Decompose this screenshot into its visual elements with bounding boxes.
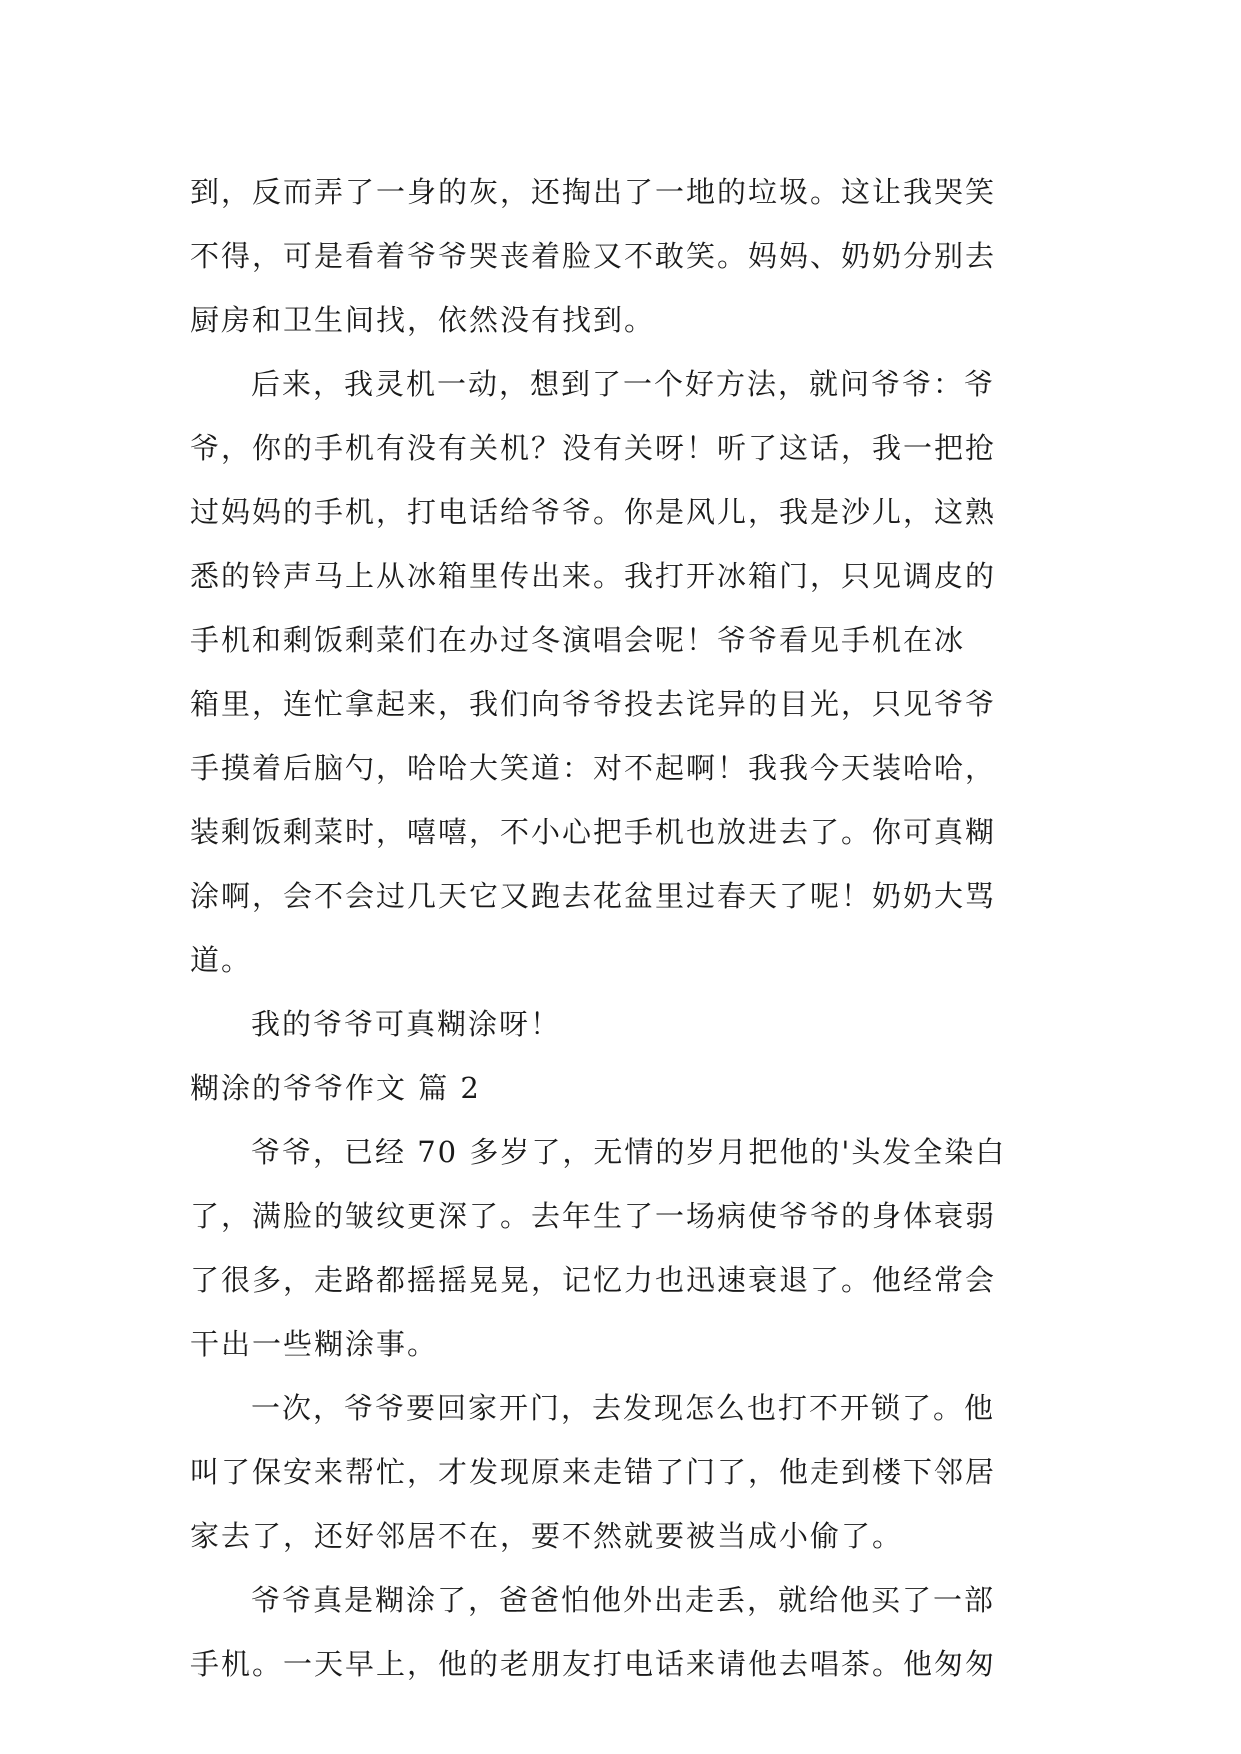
section-heading: 糊涂的爷爷作文 篇 2: [190, 1071, 481, 1105]
text-line: 干出一些糊涂事。: [190, 1327, 439, 1361]
text-line: 一次，爷爷要回家开门，去发现怎么也打不开锁了。他: [251, 1391, 996, 1425]
text-line: 道。: [190, 943, 253, 977]
text-line: 家去了，还好邻居不在，要不然就要被当成小偷了。: [190, 1519, 904, 1553]
text-line: 叫了保安来帮忙，才发现原来走错了门了，他走到楼下邻居: [190, 1455, 997, 1489]
text-line: 爷爷真是糊涂了，爸爸怕他外出走丢，就给他买了一部: [251, 1583, 996, 1617]
paragraph: [190, 992, 1052, 1056]
paragraph: [190, 160, 1052, 352]
text-line: 后来，我灵机一动，想到了一个好方法，就问爷爷：爷: [251, 367, 996, 401]
paragraph: [190, 1120, 1052, 1376]
text-line: 厨房和卫生间找，依然没有找到。: [190, 303, 656, 337]
text-line: 手机。一天早上，他的老朋友打电话来请他去唱茶。他匆匆: [190, 1647, 997, 1681]
paragraph: [190, 352, 1052, 992]
text-line: 我的爷爷可真糊涂呀！: [251, 1007, 562, 1041]
text-line: 了，满脸的皱纹更深了。去年生了一场病使爷爷的身体衰弱: [190, 1199, 997, 1233]
paragraph: [190, 1568, 1052, 1696]
document-body: [190, 160, 1052, 1696]
text-line: 爷爷，已经 70 多岁了，无情的岁月把他的'头发全染白: [251, 1135, 1007, 1169]
text-line: 装剩饭剩菜时，嘻嘻，不小心把手机也放进去了。你可真糊: [190, 815, 997, 849]
text-line: 过妈妈的手机，打电话给爷爷。你是风儿，我是沙儿，这熟: [190, 495, 997, 529]
text-line: 手机和剩饭剩菜们在办过冬演唱会呢！爷爷看见手机在冰: [190, 623, 966, 657]
text-line: 悉的铃声马上从冰箱里传出来。我打开冰箱门，只见调皮的: [190, 559, 997, 593]
text-line: 不得，可是看着爷爷哭丧着脸又不敢笑。妈妈、奶奶分别去: [190, 239, 997, 273]
text-line: 涂啊，会不会过几天它又跑去花盆里过春天了呢！奶奶大骂: [190, 879, 997, 913]
text-line: 爷，你的手机有没有关机？没有关呀！听了这话，我一把抢: [190, 431, 997, 465]
text-line: 箱里，连忙拿起来，我们向爷爷投去诧异的目光，只见爷爷: [190, 687, 997, 721]
paragraph: [190, 1376, 1052, 1568]
text-line: 到，反而弄了一身的灰，还掏出了一地的垃圾。这让我哭笑: [190, 175, 997, 209]
text-line: 手摸着后脑勺，哈哈大笑道：对不起啊！我我今天装哈哈，: [190, 751, 997, 785]
text-line: 了很多，走路都摇摇晃晃，记忆力也迅速衰退了。他经常会: [190, 1263, 997, 1297]
